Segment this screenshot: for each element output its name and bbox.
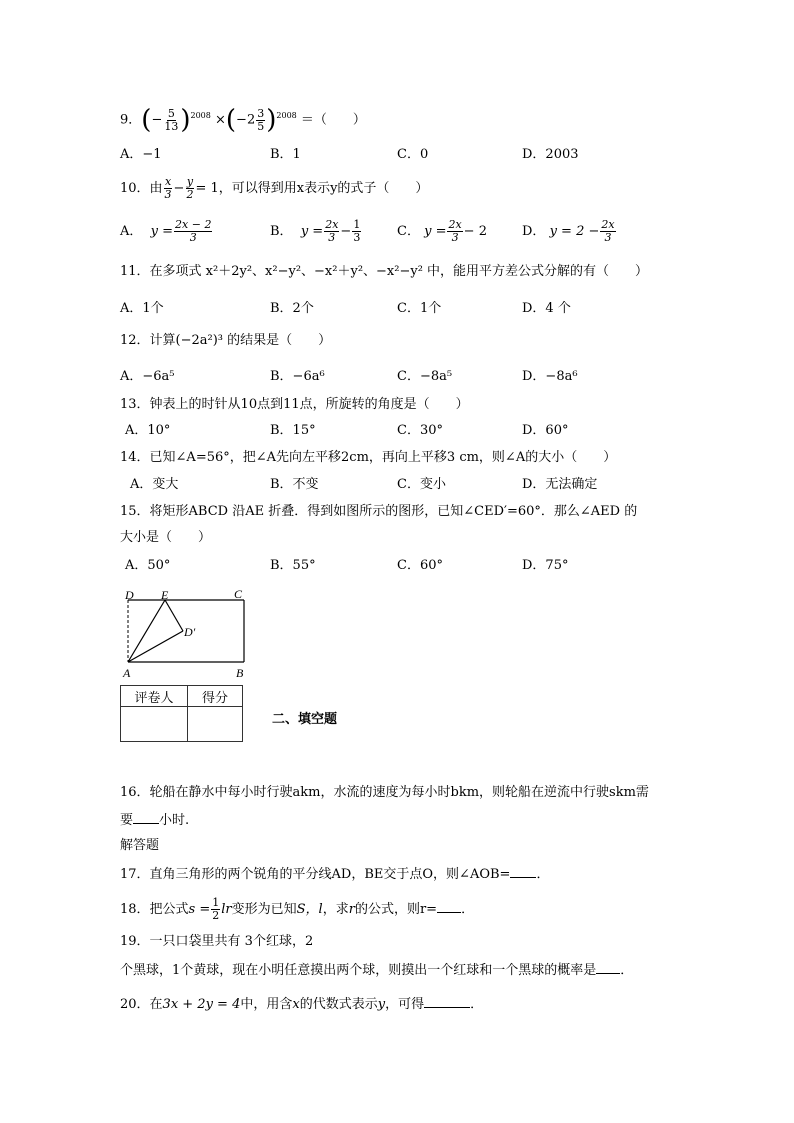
answer-blank[interactable]	[133, 811, 159, 824]
score-cell[interactable]	[188, 707, 243, 742]
answer-blank[interactable]	[510, 865, 536, 878]
question-19-line1: 19．一只口袋里共有 3个红球，2	[120, 934, 314, 949]
grader-header: 评卷人	[121, 686, 188, 707]
q14-option-a: A．变大	[130, 477, 179, 492]
q13-option-d: D．60°	[522, 423, 569, 438]
q10-option-a: A． y = $\frac{2x - 2}{3}$	[120, 218, 212, 244]
q15-option-b: B．55°	[270, 558, 316, 573]
score-table	[120, 685, 243, 742]
question-16-line2: 要 小时.	[120, 813, 190, 828]
question-19-line2: 个黑球，1个黄球，现在小明任意摸出两个球，则摸出一个红球和一个黑球的概率是 ．	[120, 963, 634, 978]
q11-option-a: A．1个	[120, 301, 164, 316]
q15-option-d: D．75°	[522, 558, 569, 573]
label-b: B	[236, 666, 244, 680]
question-10: 10．由 $\frac{x}{3}$ − $\frac{y}{2}$ = 1，可以得到用x表示y的式子（ ）	[120, 175, 429, 201]
q11-option-b: B．2个	[270, 301, 314, 316]
answer-section-heading: 解答题	[120, 838, 160, 853]
question-12: 12．计算(−2a²)³ 的结果是（ ）	[120, 333, 332, 348]
folded-rectangle-figure	[115, 585, 255, 680]
label-d: D	[125, 588, 134, 602]
section-heading: 二、填空题	[272, 712, 338, 727]
q11-option-c: C．1个	[397, 301, 442, 316]
question-13: 13．钟表上的时针从10点到11点，所旋转的角度是（ ）	[120, 397, 469, 412]
segment-ad	[128, 631, 183, 662]
label-a: A	[123, 666, 131, 680]
q14-option-b: B．不变	[270, 477, 319, 492]
question-16-line1: 16．轮船在静水中每小时行驶akm，水流的速度为每小时bkm，则轮船在逆流中行驶skm需	[120, 785, 649, 800]
question-17: 17．直角三角形的两个锐角的平分线AD，BE交于点O，则∠AOB= ．	[120, 867, 550, 882]
question-15-line2: 大小是（ ）	[120, 530, 212, 545]
segment-ed	[165, 600, 183, 631]
q9-option-a: A．−1	[120, 147, 162, 162]
answer-blank[interactable]	[424, 995, 470, 1008]
q14-option-d: D．无法确定	[522, 477, 598, 492]
q10-option-d: D． y = 2 − $\frac{2x}{3}$	[522, 218, 615, 244]
question-number: 9．	[120, 112, 142, 128]
q13-option-c: C．30°	[397, 423, 443, 438]
score-header: 得分	[188, 686, 243, 707]
q9-option-c: C．0	[397, 147, 429, 162]
q15-option-a: A．50°	[125, 558, 171, 573]
label-c: C	[234, 587, 243, 601]
q14-option-c: C．变小	[397, 477, 446, 492]
question-15-line1: 15．将矩形ABCD 沿AE 折叠．得到如图所示的图形，已知∠CED′=60°．那么∠AED 的	[120, 504, 638, 519]
question-11: 11．在多项式 x²＋2y²、x²−y²、−x²＋y²、−x²−y² 中，能用平方差公式分解的有（ ）	[120, 264, 649, 279]
q15-option-c: C．60°	[397, 558, 443, 573]
question-20: 20．在3x + 2y = 4中，用含x的代数式表示y，可得 ．	[120, 997, 484, 1012]
q12-option-c: C．−8a⁵	[397, 369, 453, 384]
question-18: 18．把公式s = $\frac{1}{2}$ lr变形为已知S，l，求r的公式，则r= ．	[120, 896, 475, 922]
q9-option-d: D．2003	[522, 147, 579, 162]
fold-line-ae	[128, 600, 165, 662]
q10-option-c: C． y = $\frac{2x}{3}$ − 2	[397, 218, 487, 244]
q11-option-d: D．4 个	[522, 301, 571, 316]
label-e: E	[161, 588, 169, 602]
q9-option-b: B．1	[270, 147, 301, 162]
answer-blank[interactable]	[596, 961, 620, 974]
question-9: 9．(− $\frac{5}{13}$ )$^{2008}$ ×(−2 $\frac{3}{5}$ )$^{2008}$ ＝（ ）	[120, 105, 366, 135]
answer-blank[interactable]	[437, 900, 461, 913]
question-14: 14．已知∠A=56°，把∠A先向左平移2cm，再向上平移3 cm，则∠A的大小（ ）	[120, 450, 617, 465]
q13-option-a: A．10°	[125, 423, 171, 438]
q10-option-b: B． y = $\frac{2x}{3}$ − $\frac{1}{3}$	[270, 218, 361, 244]
label-d-prime: D′	[184, 625, 196, 639]
grader-cell[interactable]	[121, 707, 188, 742]
q13-option-b: B．15°	[270, 423, 316, 438]
q12-option-d: D．−8a⁶	[522, 369, 578, 384]
q12-option-b: B．−6a⁶	[270, 369, 325, 384]
q12-option-a: A．−6a⁵	[120, 369, 175, 384]
